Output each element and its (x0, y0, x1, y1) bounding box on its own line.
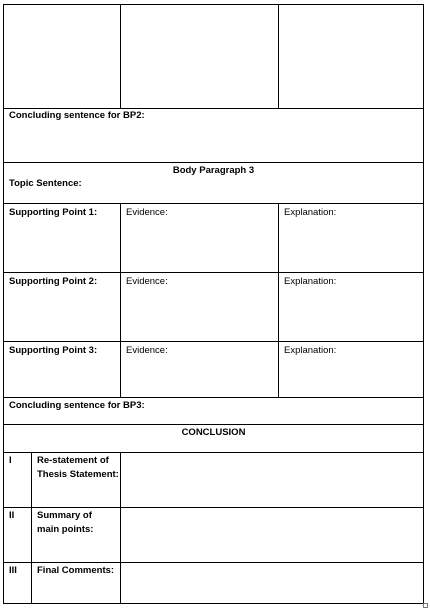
bp3-row-2-point-label: Supporting Point 2: (9, 276, 98, 287)
conclusion-row-2-numeral-cell[interactable] (3, 507, 32, 563)
bp2-cell-middle[interactable] (120, 4, 279, 109)
bp3-row-1-explanation-label: Explanation: (284, 207, 337, 218)
conclusion-row-1-answer-cell[interactable] (120, 452, 424, 508)
conclusion-row-2-answer-cell[interactable] (120, 507, 424, 563)
bp3-row-3-evidence-label: Evidence: (126, 345, 168, 356)
table-resize-handle[interactable] (423, 603, 428, 608)
conclusion-row-1-numeral-cell[interactable] (3, 452, 32, 508)
conclusion-row-3-numeral: III (9, 565, 17, 576)
conclusion-row-2-numeral: II (9, 510, 15, 521)
conclusion-row-3-label: Final Comments: (37, 565, 115, 576)
conclusion-row-3-numeral-cell[interactable] (3, 562, 32, 604)
bp3-topic-sentence-label: Topic Sentence: (9, 178, 82, 189)
bp3-concluding-label: Concluding sentence for BP3: (9, 400, 145, 411)
bp2-cell-left[interactable] (3, 4, 121, 109)
bp3-row-2-explanation-label: Explanation: (284, 276, 337, 287)
bp3-row-1-point-label: Supporting Point 1: (9, 207, 98, 218)
bp3-row-1-evidence-label: Evidence: (126, 207, 168, 218)
conclusion-row-3-answer-cell[interactable] (120, 562, 424, 604)
conclusion-row-1-label: Re-statement of Thesis Statement: (37, 455, 119, 480)
conclusion-row-2-label: Summary of main points: (37, 510, 94, 535)
bp2-concluding-label: Concluding sentence for BP2: (9, 110, 145, 121)
bp3-row-2-evidence-label: Evidence: (126, 276, 168, 287)
conclusion-heading: CONCLUSION (181, 427, 246, 438)
bp3-row-3-explanation-label: Explanation: (284, 345, 337, 356)
bp2-cell-right[interactable] (278, 4, 424, 109)
conclusion-row-1-numeral: I (9, 455, 12, 466)
bp3-row-3-point-label: Supporting Point 3: (9, 345, 98, 356)
bp3-heading: Body Paragraph 3 (172, 165, 255, 176)
